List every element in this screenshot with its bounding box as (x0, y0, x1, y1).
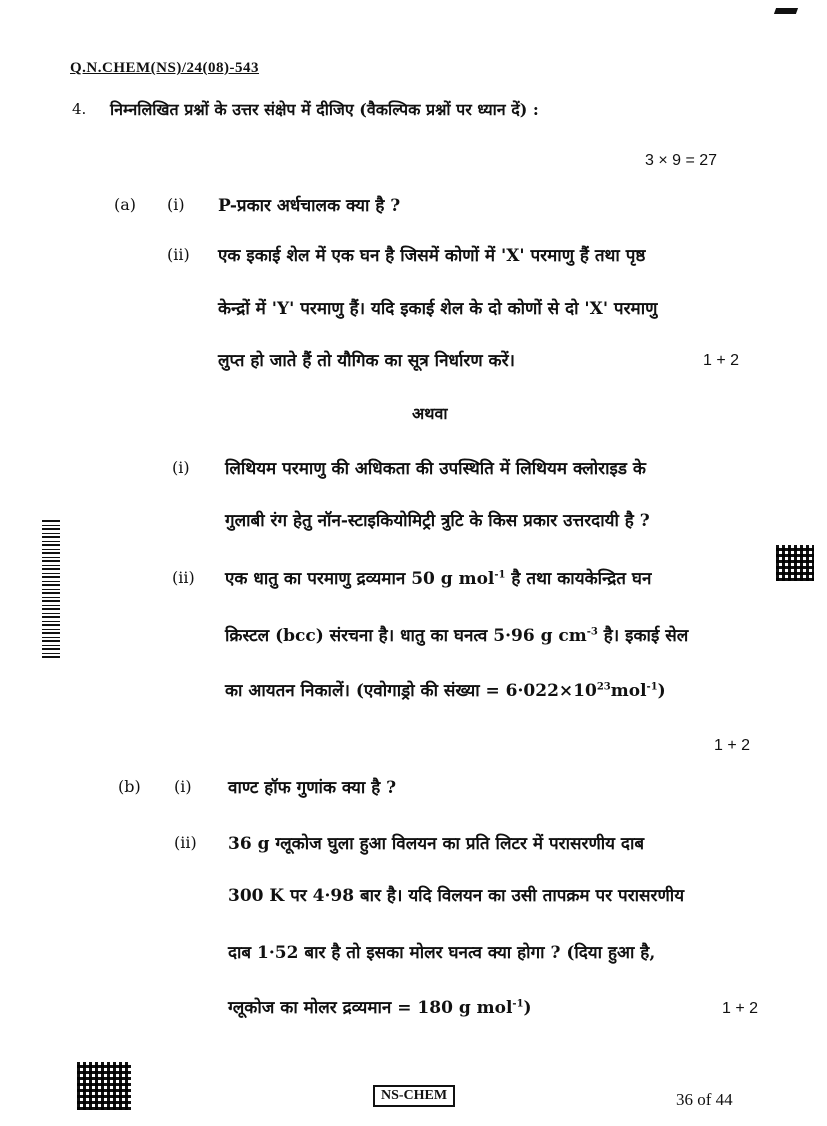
part-b-i-label: (i) (174, 777, 192, 796)
part-a-ii-line1: एक इकाई शेल में एक घन है जिसमें कोणों में 'X' परमाणु हैं तथा पृष्ठ (218, 246, 646, 266)
barcode (42, 518, 60, 658)
qr-code-right (776, 545, 814, 581)
part-a-alt-ii-line2: क्रिस्टल (bcc) संरचना है। धातु का घनत्व 5·96 g $cm^{-3}$ है। इकाई सेल (225, 626, 689, 646)
part-b-i-text: वाण्ट हॉफ गुणांक क्या है ? (228, 778, 397, 798)
part-a-alt-i-label: (i) (172, 458, 190, 477)
or-separator: अथवा (412, 404, 448, 423)
part-a-alt-ii-label: (ii) (172, 568, 195, 587)
part-b-ii-label: (ii) (174, 833, 197, 852)
part-a-ii-line2: केन्द्रों में 'Y' परमाणु हैं। यदि इकाई शेल के दो कोणों से दो 'X' परमाणु (218, 299, 658, 319)
part-a-marks: 1 + 2 (703, 352, 740, 369)
part-a-alt-ii-line3: का आयतन निकालें। (एवोगाड्रो की संख्या = $6\cdot 022\times 10^{23}mol^{-1}$) (225, 681, 666, 701)
corner-mark (774, 8, 798, 14)
part-b-ii-line2: 300 K पर 4·98 बार है। यदि विलयन का उसी तापक्रम पर परासरणीय (228, 886, 685, 906)
part-a-alt-marks: 1 + 2 (714, 737, 751, 754)
question-instruction: निम्नलिखित प्रश्नों के उत्तर संक्षेप में दीजिए (वैकल्पिक प्रश्नों पर ध्यान दें) : (110, 100, 539, 119)
part-a-label: (a) (114, 195, 137, 214)
part-a-i-text: P-प्रकार अर्धचालक क्या है ? (218, 196, 401, 216)
part-a-i-label: (i) (167, 195, 185, 214)
part-b-label: (b) (118, 777, 141, 796)
part-b-ii-line1: 36 g ग्लूकोज घुला हुआ विलयन का प्रति लिटर में परासरणीय दाब (228, 834, 645, 854)
page-number: 36 of 44 (676, 1090, 733, 1109)
part-b-marks: 1 + 2 (722, 1000, 759, 1017)
total-marks: 3 × 9 = 27 (645, 152, 718, 169)
paper-code: Q.N.CHEM(NS)/24(08)-543 (70, 60, 259, 76)
part-a-alt-i-line1: लिथियम परमाणु की अधिकता की उपस्थिति में लिथियम क्लोराइड के (225, 459, 646, 479)
part-b-ii-line4: ग्लूकोज का मोलर द्रव्यमान = 180 g mol$^{-1}$) (228, 998, 532, 1018)
part-a-ii-label: (ii) (167, 245, 190, 264)
footer-subject-box: NS-CHEM (373, 1085, 455, 1107)
part-b-ii-line3: दाब 1·52 बार है तो इसका मोलर घनत्व क्या होगा ? (दिया हुआ है, (228, 943, 656, 963)
part-a-ii-line3: लुप्त हो जाते हैं तो यौगिक का सूत्र निर्धारण करें। (218, 351, 515, 371)
part-a-alt-ii-line1: एक धातु का परमाणु द्रव्यमान 50 g mol$^{-1}$ है तथा कायकेन्द्रित घन (225, 569, 652, 589)
qr-code-bottom (77, 1062, 131, 1110)
question-number: 4. (72, 100, 87, 118)
part-a-alt-i-line2: गुलाबी रंग हेतु नॉन-स्टाइकियोमिट्री त्रुटि के किस प्रकार उत्तरदायी है ? (225, 511, 650, 531)
